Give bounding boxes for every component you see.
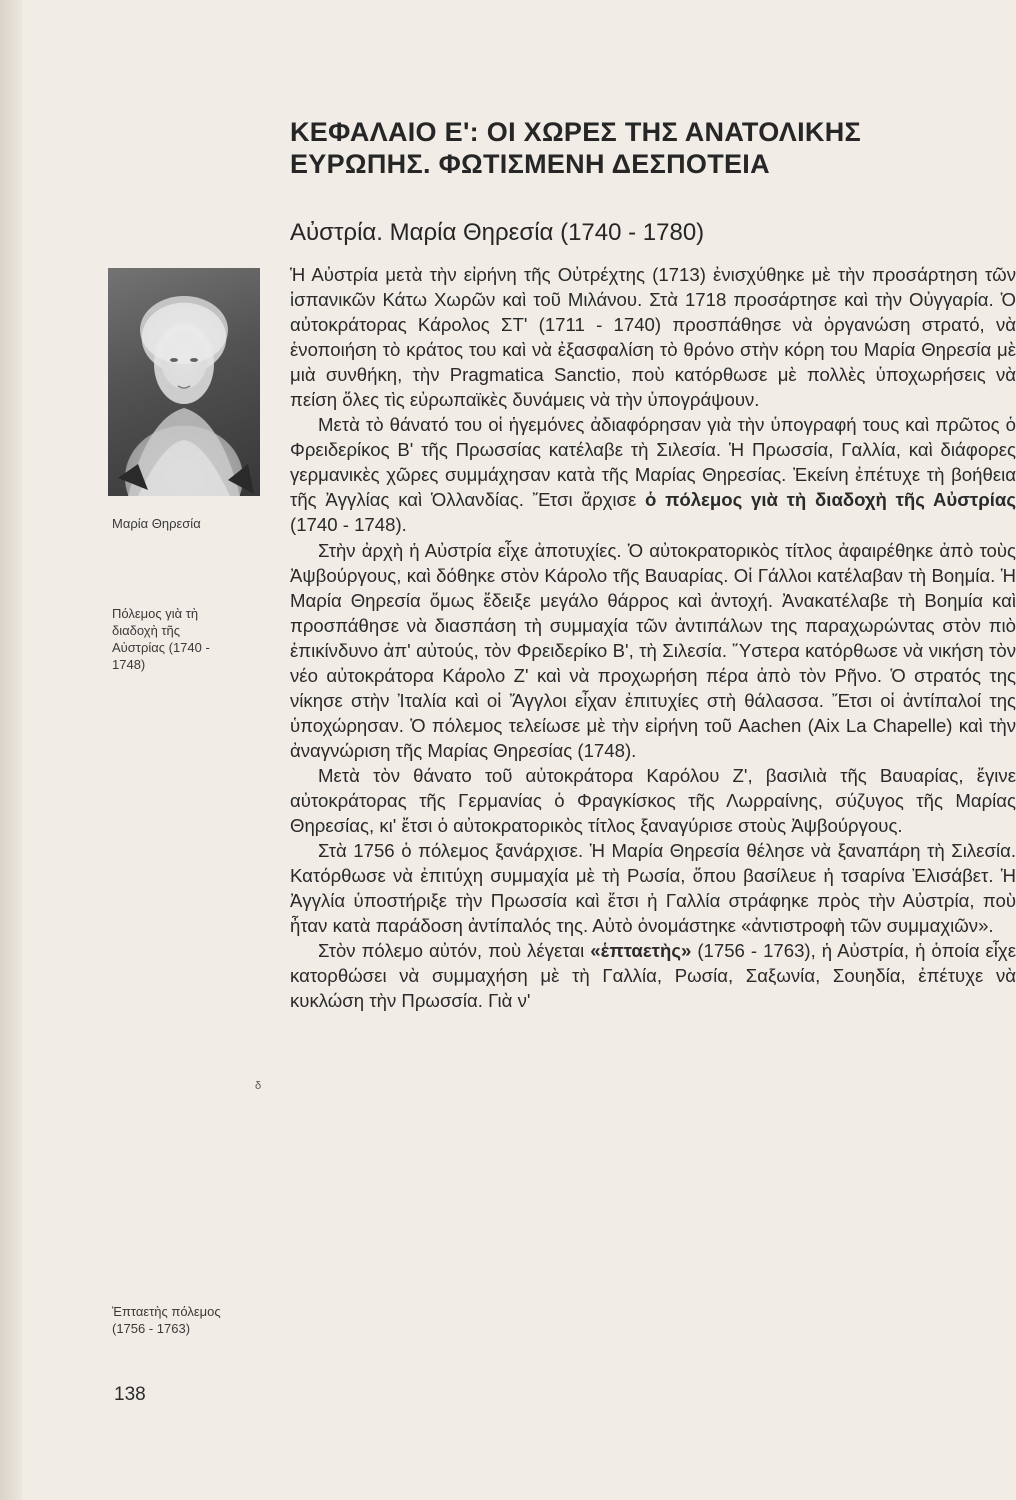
paragraph: Ἡ Αὐστρία μετὰ τὴν εἰρήνη τῆς Οὐτρέχτης (1713) ἐνισχύθηκε μὲ τὴν προσάρτηση τῶν ἱσπανικῶν Κάτω Χωρῶν καὶ τοῦ Μιλάνου. Στὰ 1718 προσάρτησε καὶ τὴν Οὐγγαρία. Ὁ αὐτοκράτορας Κάρολος ΣΤ' (1711 - 1740) προσπάθησε νὰ ὀργανώση στρατό, νὰ ἑνοποιήση τὸ κράτος του καὶ νὰ ἐξασφαλίση τὸ θρόνο στὴν κόρη του Μαρία Θηρεσία μὲ μιὰ συνθήκη, τὴν Pragmatica Sanctio, ποὺ κατόρθωσε μὲ πολλὲς ὑποχωρήσεις νὰ πείση ὅλες τὶς εὐρωπαϊκὲς δυνάμεις νὰ τὴν ὑπογράψουν. bbox=[290, 264, 1016, 411]
margin-note-line: Ἑπταετὴς πόλεμος bbox=[112, 1304, 221, 1319]
bold-term: «ἑπταετὴς» bbox=[590, 940, 692, 962]
body-text bbox=[290, 262, 1016, 1013]
margin-mark: δ bbox=[255, 1080, 262, 1092]
paragraph-text: Μετὰ τὸ θάνατό του οἱ ἡγεμόνες ἀδιαφόρησαν γιὰ τὴν ὑπογραφή τους καὶ πρῶτος ὁ Φρειδερίκος Β' τῆς Πρωσσίας κατέλαβε τὴ Σιλεσία. Ἡ Πρωσσία, Γαλλία, καὶ διάφορες γερμανικὲς χῶρες συμμάχησαν κατὰ τῆς Μαρίας Θηρεσίας. Ἐκείνη ἐπέτυχε τὴ βοήθεια τῆς Ἀγγλίας καὶ Ὁλλανδίας. Ἔτσι ἄρχισε bbox=[290, 414, 1016, 511]
margin-note-line: Αὐστρίας (1740 - bbox=[112, 640, 210, 655]
margin-note-line: 1748) bbox=[112, 657, 146, 672]
portrait-image bbox=[108, 268, 260, 496]
paragraph-text: (1756 - 1763), ἡ Αὐστρία, ἡ ὁποία εἶχε κατορθώσει νὰ συμμαχήση μὲ τὴ Γαλλία, Ρωσία, Σαξωνία, Σουηδία, ἐπέτυχε νὰ κυκλώση τὴν Πρωσσία. Γιὰ ν' bbox=[290, 940, 1016, 1012]
section-title: Αὐστρία. Μαρία Θηρεσία (1740 - 1780) bbox=[290, 219, 705, 246]
paragraph-text: (1740 - 1748). bbox=[290, 514, 407, 536]
paragraph: Μετὰ τὸν θάνατο τοῦ αὐτοκράτορα Καρόλου Ζ', βασιλιὰ τῆς Βαυαρίας, ἔγινε αὐτοκράτορας τῆς Γερμανίας ὁ Φραγκίσκος τῆς Λωρραίνης, σύζυγος τῆς Μαρίας Θηρεσίας, κι' ἔτσι ὁ αὐτοκρατορικὸς τίτλος ξαναγύρισε στοὺς Ἀψβούργους. bbox=[290, 764, 1016, 837]
margin-note-succession-war bbox=[112, 605, 210, 673]
paragraph bbox=[290, 938, 1016, 1013]
paragraph bbox=[290, 412, 1016, 537]
page-number: 138 bbox=[114, 1384, 146, 1405]
margin-note-line: διαδοχὴ τῆς bbox=[112, 623, 181, 638]
margin-note-line: (1756 - 1763) bbox=[112, 1321, 191, 1336]
paragraph-text: Στὸν πόλεμο αὐτόν, ποὺ λέγεται bbox=[318, 940, 591, 962]
margin-note-seven-years-war bbox=[112, 1303, 221, 1337]
paragraph: Στὰ 1756 ὁ πόλεμος ξανάρχισε. Ἡ Μαρία Θηρεσία θέλησε νὰ ξαναπάρη τὴ Σιλεσία. Κατόρθωσε νὰ ἐπιτύχη συμμαχία μὲ τὴ Ρωσία, ὅπου βασίλευε ἡ τσαρίνα Ἐλισάβετ. Ἡ Ἀγγλία ὑποστήριξε τὴν Πρωσσία καὶ ἔτσι ἡ Γαλλία στράφηκε πρὸς τὴν Αὐστρία, ποὺ ἦταν κατὰ παράδοση ἀντίπαλός της. Αὐτὸ ὀνομάστηκε «ἀντιστροφὴ τῶν συμμαχιῶν». bbox=[290, 840, 1016, 937]
chapter-title bbox=[290, 116, 990, 180]
page-binding-edge bbox=[0, 0, 22, 1500]
paragraph: Στὴν ἀρχὴ ἡ Αὐστρία εἶχε ἀποτυχίες. Ὁ αὐτοκρατορικὸς τίτλος ἀφαιρέθηκε ἀπὸ τοὺς Ἀψβούργους, καὶ δόθηκε στὸν Κάρολο τῆς Βαυαρίας. Οἱ Γάλλοι κατέλαβαν τὴ Βοημία. Ἡ Μαρία Θηρεσία ὅμως ἔδειξε μεγάλο θάρρος καὶ ἀντοχή. Ἀνακατέλαβε τὴ Βοημία καὶ προσπάθησε νὰ διασπάση τὴ συμμαχία τῶν ἀντιπάλων της παραχωρώντας στὸν πιὸ ἐπικίνδυνο ἀπ' αὐτούς, τὸν Φρειδερίκο Β', τὴ Σιλεσία. Ὕστερα κατόρθωσε νὰ νικήση τὸν νέο αὐτοκράτορα Κάρολο Ζ' καὶ νὰ προχωρήση πέρα ἀπὸ τὸν Ρῆνο. Ὁ στρατός της νίκησε στὴν Ἰταλία καὶ οἱ Ἄγγλοι εἶχαν ἐπιτυχίες στὴ θάλασσα. Ἔτσι οἱ ἀντίπαλοί της ὑποχώρησαν. Ὁ πόλεμος τελείωσε μὲ τὴν εἰρήνη τοῦ Aachen (Aix La Chapelle) καὶ τὴν ἀναγνώριση τῆς Μαρίας Θηρεσίας (1748). bbox=[290, 539, 1016, 761]
portrait-caption: Μαρία Θηρεσία bbox=[112, 516, 201, 531]
bold-term: ὁ πόλεμος γιὰ τὴ διαδοχὴ τῆς Αὐστρίας bbox=[645, 489, 1016, 511]
margin-note-line: Πόλεμος γιὰ τὴ bbox=[112, 606, 199, 621]
chapter-title-line: ΚΕΦΑΛΑΙΟ Ε': ΟΙ ΧΩΡΕΣ ΤΗΣ ΑΝΑΤΟΛΙΚΗΣ bbox=[290, 117, 861, 147]
chapter-title-line: ΕΥΡΩΠΗΣ. ΦΩΤΙΣΜΕΝΗ ΔΕΣΠΟΤΕΙΑ bbox=[290, 149, 770, 179]
